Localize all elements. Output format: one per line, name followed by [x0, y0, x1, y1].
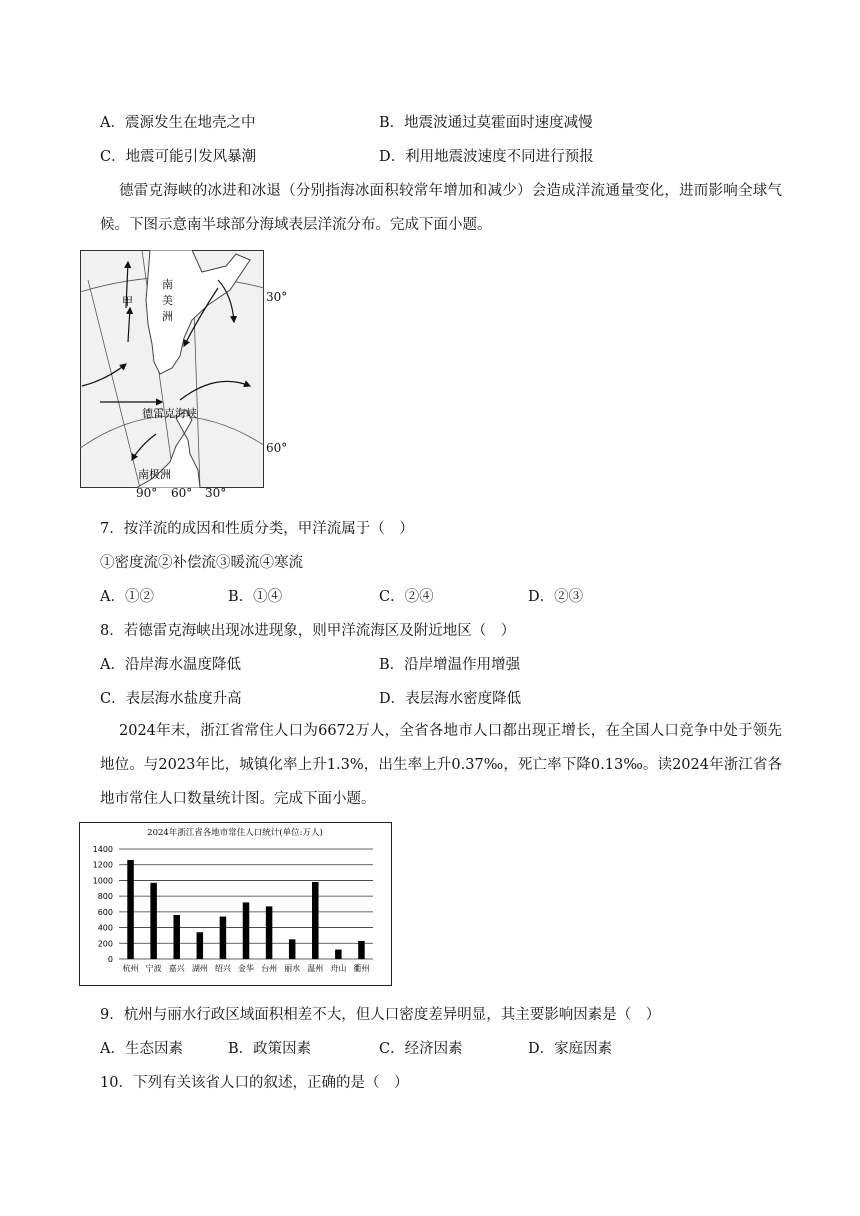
- q8-option-d: D．表层海水密度降低: [379, 691, 522, 707]
- q9-option-c: C．经济因素: [379, 1041, 463, 1057]
- chart-category-label: 宁波: [145, 964, 162, 973]
- q10-stem: 10．下列有关该省人口的叙述，正确的是（ ）: [100, 1075, 409, 1091]
- passage-drake: 德雷克海峡的冰进和冰退（分别指海冰面积较常年增加和减少）会造成洋流通量变化，进而影响全球气候。下图示意南半球部分海域表层洋流分布。完成下面小题。: [100, 183, 782, 233]
- chart-ytick-label: 600: [97, 907, 113, 917]
- map-lat-30: 30°: [266, 290, 288, 304]
- chart-category-label: 衢州: [353, 964, 370, 973]
- map-label-south-america-1: 南: [162, 278, 173, 291]
- q7-option-d: D．②③: [528, 589, 584, 605]
- q9-option-d: D．家庭因素: [528, 1041, 613, 1057]
- chart-bar: [173, 915, 180, 959]
- q8-stem: 8．若德雷克海峡出现冰进现象，则甲洋流海区及附近地区（ ）: [100, 623, 516, 639]
- chart-bar: [335, 950, 342, 959]
- map-label-south-america-2: 美: [162, 294, 173, 307]
- q6-option-c: C．地震可能引发风暴潮: [100, 149, 257, 165]
- q6-option-b: B．地震波通过莫霍面时速度减慢: [379, 115, 593, 131]
- q7-choices: ①密度流②补偿流③暖流④寒流: [100, 555, 303, 571]
- map-lon-30: 30°: [205, 486, 227, 500]
- chart-category-label: 绍兴: [214, 964, 231, 973]
- chart-category-label: 台州: [261, 964, 278, 973]
- chart-bar: [127, 860, 134, 959]
- q8-option-c: C．表层海水盐度升高: [100, 691, 242, 707]
- chart-bar: [220, 917, 227, 959]
- chart-bar: [358, 941, 365, 959]
- chart-ytick-label: 1400: [92, 845, 113, 854]
- chart-category-label: 舟山: [330, 964, 347, 973]
- chart-category-label: 温州: [307, 964, 324, 973]
- chart-bar: [312, 882, 319, 959]
- q9-stem: 9．杭州与丽水行政区域面积相差不大，但人口密度差异明显，其主要影响因素是（ ）: [100, 1007, 661, 1023]
- q8-option-a: A．沿岸海水温度降低: [100, 657, 241, 673]
- map-lat-60: 60°: [266, 441, 288, 455]
- q7-option-a: A．①②: [100, 589, 154, 605]
- chart-bar: [289, 939, 296, 959]
- q9-option-b: B．政策因素: [228, 1041, 312, 1057]
- q6-option-d: D．利用地震波速度不同进行预报: [379, 149, 594, 165]
- q6-option-a: A．震源发生在地壳之中: [100, 115, 256, 131]
- map-label-jia: 甲: [122, 295, 133, 308]
- chart-category-label: 金华: [238, 964, 254, 973]
- q7-option-b: B．①④: [228, 589, 283, 605]
- q7-stem: 7．按洋流的成因和性质分类，甲洋流属于（ ）: [100, 521, 414, 537]
- chart-category-label: 湖州: [191, 964, 208, 973]
- q8-option-b: B．沿岸增温作用增强: [379, 657, 521, 673]
- map-lon-90: 90°: [136, 486, 158, 500]
- map-label-drake: 德雷克海峡: [142, 407, 197, 420]
- map-lon-60: 60°: [171, 486, 193, 500]
- chart-ytick-label: 400: [97, 923, 113, 933]
- q7-option-c: C．②④: [379, 589, 434, 605]
- passage-zhejiang: 2024年末，浙江省常住人口为6672万人，全省各地市人口都出现正增长，在全国人口竞争中处于领先地位。与2023年比，城镇化率上升1.3%，出生率上升0.37‰，死亡率下降0.13‰。读2024年浙江省各地市常住人口数量统计图。完成下面小题。: [100, 723, 782, 807]
- chart-ytick-label: 1200: [92, 860, 113, 870]
- population-bar-chart: [79, 822, 392, 986]
- chart-bar: [266, 906, 273, 959]
- chart-bar: [150, 883, 157, 959]
- q9-option-a: A．生态因素: [100, 1041, 183, 1057]
- chart-ytick-label: 1000: [92, 876, 113, 886]
- chart-ytick-label: 0: [107, 955, 113, 964]
- map-label-south-america-3: 洲: [162, 310, 173, 323]
- chart-title: 2024年浙江省各地市常住人口统计(单位:万人): [147, 828, 323, 838]
- chart-bar: [197, 932, 204, 959]
- chart-category-label: 丽水: [284, 964, 301, 973]
- chart-category-label: 嘉兴: [168, 964, 185, 973]
- map-label-antarctica: 南极洲: [138, 468, 171, 481]
- chart-category-label: 杭州: [122, 964, 139, 973]
- ocean-current-map: [80, 250, 264, 488]
- chart-ytick-label: 800: [97, 892, 113, 902]
- chart-bar: [243, 902, 250, 959]
- chart-ytick-label: 200: [97, 939, 113, 949]
